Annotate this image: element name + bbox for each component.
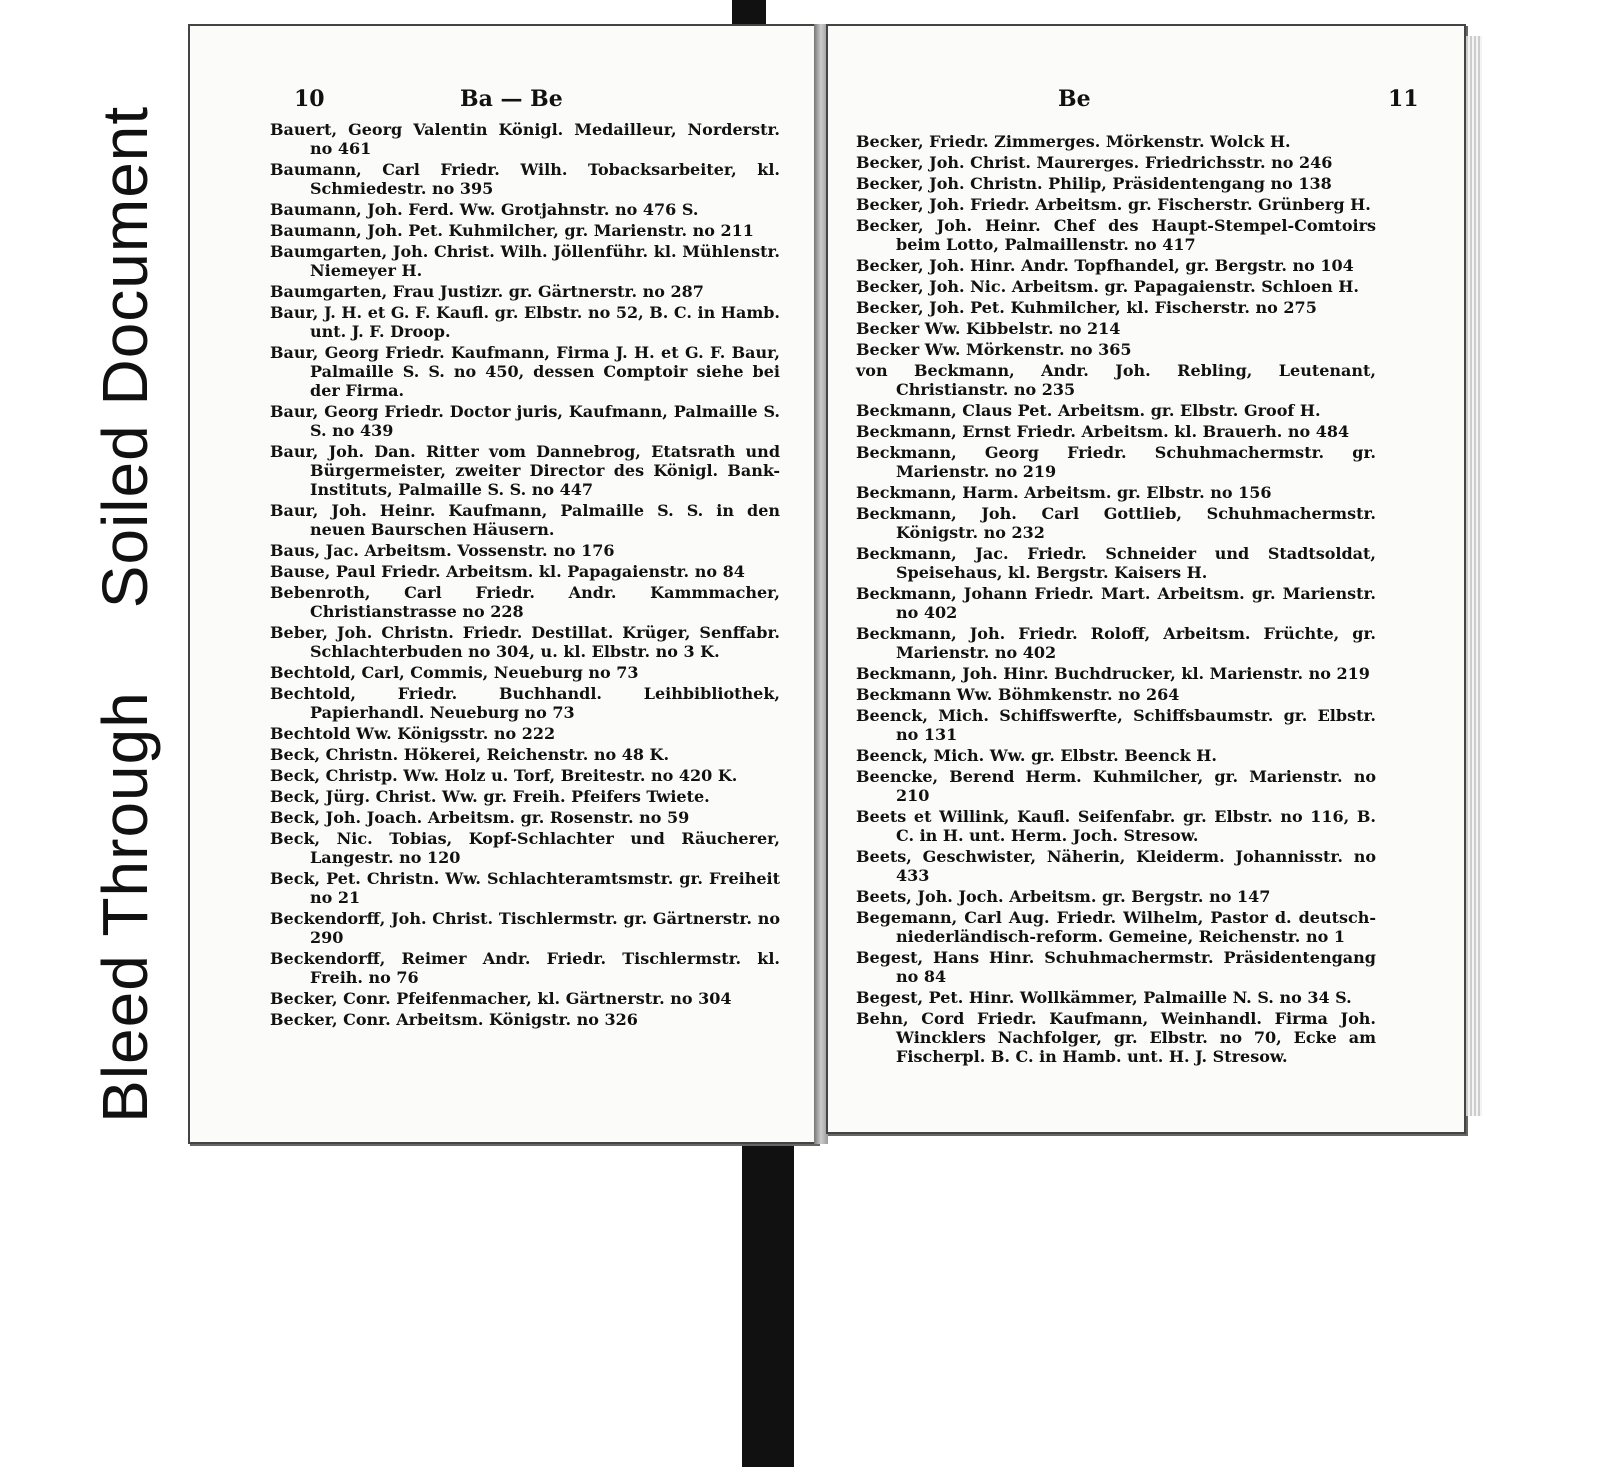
archival-stamp <box>60 60 190 1123</box>
directory-entry: Becker, Joh. Christn. Philip, Präsidentengang no 138 <box>856 174 1332 193</box>
directory-entry: Begemann, Carl Aug. Friedr. Wilhelm, Pastor d. deutsch-niederländisch-reform. Gemeine, Reichenstr. no 1 <box>856 908 1376 946</box>
directory-entry: Baur, J. H. et G. F. Kaufl. gr. Elbstr. no 52, B. C. in Hamb. unt. J. F. Droop. <box>270 303 780 341</box>
directory-entry: Beets, Geschwister, Näherin, Kleiderm. Johannisstr. no 433 <box>856 847 1376 885</box>
left-entry-list <box>270 120 780 1031</box>
directory-entry: Beck, Christn. Hökerei, Reichenstr. no 48 K. <box>270 745 670 764</box>
right-page <box>826 24 1466 1134</box>
directory-entry: Beckmann, Joh. Carl Gottlieb, Schuhmachermstr. Königstr. no 232 <box>856 504 1376 542</box>
directory-entry: Bauert, Georg Valentin Königl. Medailleur, Norderstr. no 461 <box>270 120 780 158</box>
directory-entry: Baumgarten, Joh. Christ. Wilh. Jöllenführ. kl. Mühlenstr. Niemeyer H. <box>270 242 780 280</box>
directory-entry: Beckendorff, Reimer Andr. Friedr. Tischlermstr. kl. Freih. no 76 <box>270 949 780 987</box>
soiled-document-label: Soiled Document <box>89 105 161 609</box>
directory-entry: Beckmann Ww. Böhmkenstr. no 264 <box>856 685 1180 704</box>
left-page <box>188 24 818 1144</box>
directory-entry: Baus, Jac. Arbeitsm. Vossenstr. no 176 <box>270 541 615 560</box>
directory-entry: Begest, Hans Hinr. Schuhmachermstr. Präsidentengang no 84 <box>856 948 1376 986</box>
directory-entry: Beets, Joh. Joch. Arbeitsm. gr. Bergstr. no 147 <box>856 887 1271 906</box>
directory-entry: Beenck, Mich. Schiffswerfte, Schiffsbaumstr. gr. Elbstr. no 131 <box>856 706 1376 744</box>
directory-entry: Becker, Joh. Friedr. Arbeitsm. gr. Fischerstr. Grünberg H. <box>856 195 1371 214</box>
directory-entry: Beets et Willink, Kaufl. Seifenfabr. gr. Elbstr. no 116, B. C. in H. unt. Herm. Joch. Stresow. <box>856 807 1376 845</box>
directory-entry: Beckendorff, Joh. Christ. Tischlermstr. gr. Gärtnerstr. no 290 <box>270 909 780 947</box>
directory-entry: Beber, Joh. Christn. Friedr. Destillat. Krüger, Senffabr. Schlachterbuden no 304, u. kl. Elbstr. no 3 K. <box>270 623 780 661</box>
directory-entry: Becker, Conr. Pfeifenmacher, kl. Gärtnerstr. no 304 <box>270 989 732 1008</box>
directory-entry: Beckmann, Joh. Friedr. Roloff, Arbeitsm. Früchte, gr. Marienstr. no 402 <box>856 624 1376 662</box>
right-page-number: 11 <box>1388 86 1419 112</box>
directory-entry: Begest, Pet. Hinr. Wollkämmer, Palmaille N. S. no 34 S. <box>856 988 1352 1007</box>
open-book <box>188 24 1478 1144</box>
directory-entry: Beenck, Mich. Ww. gr. Elbstr. Beenck H. <box>856 746 1217 765</box>
directory-entry: Baumgarten, Frau Justizr. gr. Gärtnerstr. no 287 <box>270 282 704 301</box>
directory-entry: Becker, Joh. Pet. Kuhmilcher, kl. Fischerstr. no 275 <box>856 298 1317 317</box>
directory-entry: Becker, Joh. Christ. Maurerges. Friedrichsstr. no 246 <box>856 153 1333 172</box>
right-running-header: Be <box>1058 86 1091 112</box>
directory-entry: Becker, Conr. Arbeitsm. Königstr. no 326 <box>270 1010 638 1029</box>
directory-entry: Becker, Friedr. Zimmerges. Mörkenstr. Wolck H. <box>856 132 1291 151</box>
directory-entry: Becker, Joh. Heinr. Chef des Haupt-Stempel-Comtoirs beim Lotto, Palmaillenstr. no 417 <box>856 216 1376 254</box>
directory-entry: Baumann, Joh. Ferd. Ww. Grotjahnstr. no 476 S. <box>270 200 699 219</box>
directory-entry: Beck, Nic. Tobias, Kopf-Schlachter und Räucherer, Langestr. no 120 <box>270 829 780 867</box>
right-entry-list <box>856 132 1376 1068</box>
directory-entry: Bechtold, Friedr. Buchhandl. Leihbibliothek, Papierhandl. Neueburg no 73 <box>270 684 780 722</box>
directory-entry: Beckmann, Georg Friedr. Schuhmachermstr. gr. Marienstr. no 219 <box>856 443 1376 481</box>
directory-entry: Beck, Pet. Christn. Ww. Schlachteramtsmstr. gr. Freiheit no 21 <box>270 869 780 907</box>
directory-entry: Baumann, Carl Friedr. Wilh. Tobacksarbeiter, kl. Schmiedestr. no 395 <box>270 160 780 198</box>
directory-entry: Beckmann, Jac. Friedr. Schneider und Stadtsoldat, Speisehaus, kl. Bergstr. Kaisers H. <box>856 544 1376 582</box>
directory-entry: Beck, Christp. Ww. Holz u. Torf, Breitestr. no 420 K. <box>270 766 738 785</box>
bleed-through-label: Bleed Through <box>89 691 161 1123</box>
directory-entry: Becker Ww. Mörkenstr. no 365 <box>856 340 1132 359</box>
directory-entry: Bause, Paul Friedr. Arbeitsm. kl. Papagaienstr. no 84 <box>270 562 745 581</box>
directory-entry: Beckmann, Harm. Arbeitsm. gr. Elbstr. no 156 <box>856 483 1272 502</box>
left-running-header: Ba — Be <box>460 86 563 112</box>
directory-entry: Beckmann, Johann Friedr. Mart. Arbeitsm. gr. Marienstr. no 402 <box>856 584 1376 622</box>
directory-entry: Behn, Cord Friedr. Kaufmann, Weinhandl. Firma Joh. Wincklers Nachfolger, gr. Elbstr. no 70, Ecke am Fischerpl. B. C. in Hamb. unt. H. J. Stresow. <box>856 1009 1376 1066</box>
directory-entry: Beckmann, Ernst Friedr. Arbeitsm. kl. Brauerh. no 484 <box>856 422 1350 441</box>
directory-entry: von Beckmann, Andr. Joh. Rebling, Leutenant, Christianstr. no 235 <box>856 361 1376 399</box>
directory-entry: Beckmann, Joh. Hinr. Buchdrucker, kl. Marienstr. no 219 <box>856 664 1370 683</box>
directory-entry: Baur, Georg Friedr. Doctor juris, Kaufmann, Palmaille S. S. no 439 <box>270 402 780 440</box>
left-page-number: 10 <box>294 86 325 112</box>
directory-entry: Baumann, Joh. Pet. Kuhmilcher, gr. Marienstr. no 211 <box>270 221 754 240</box>
directory-entry: Baur, Joh. Dan. Ritter vom Dannebrog, Etatsrath und Bürgermeister, zweiter Director des Königl. Bank-Instituts, Palmaille S. S. no 447 <box>270 442 780 499</box>
directory-entry: Bebenroth, Carl Friedr. Andr. Kammmacher, Christianstrasse no 228 <box>270 583 780 621</box>
directory-entry: Beckmann, Claus Pet. Arbeitsm. gr. Elbstr. Groof H. <box>856 401 1321 420</box>
directory-entry: Becker, Joh. Hinr. Andr. Topfhandel, gr. Bergstr. no 104 <box>856 256 1354 275</box>
directory-entry: Becker Ww. Kibbelstr. no 214 <box>856 319 1121 338</box>
directory-entry: Beck, Jürg. Christ. Ww. gr. Freih. Pfeifers Twiete. <box>270 787 710 806</box>
directory-entry: Baur, Georg Friedr. Kaufmann, Firma J. H. et G. F. Baur, Palmaille S. S. no 450, dessen Comptoir siehe bei der Firma. <box>270 343 780 400</box>
binding-strip-bottom <box>742 1138 794 1467</box>
directory-entry: Baur, Joh. Heinr. Kaufmann, Palmaille S. S. in den neuen Baurschen Häusern. <box>270 501 780 539</box>
directory-entry: Bechtold Ww. Königsstr. no 222 <box>270 724 556 743</box>
directory-entry: Beencke, Berend Herm. Kuhmilcher, gr. Marienstr. no 210 <box>856 767 1376 805</box>
directory-entry: Beck, Joh. Joach. Arbeitsm. gr. Rosenstr. no 59 <box>270 808 690 827</box>
directory-entry: Bechtold, Carl, Commis, Neueburg no 73 <box>270 663 639 682</box>
directory-entry: Becker, Joh. Nic. Arbeitsm. gr. Papagaienstr. Schloen H. <box>856 277 1359 296</box>
